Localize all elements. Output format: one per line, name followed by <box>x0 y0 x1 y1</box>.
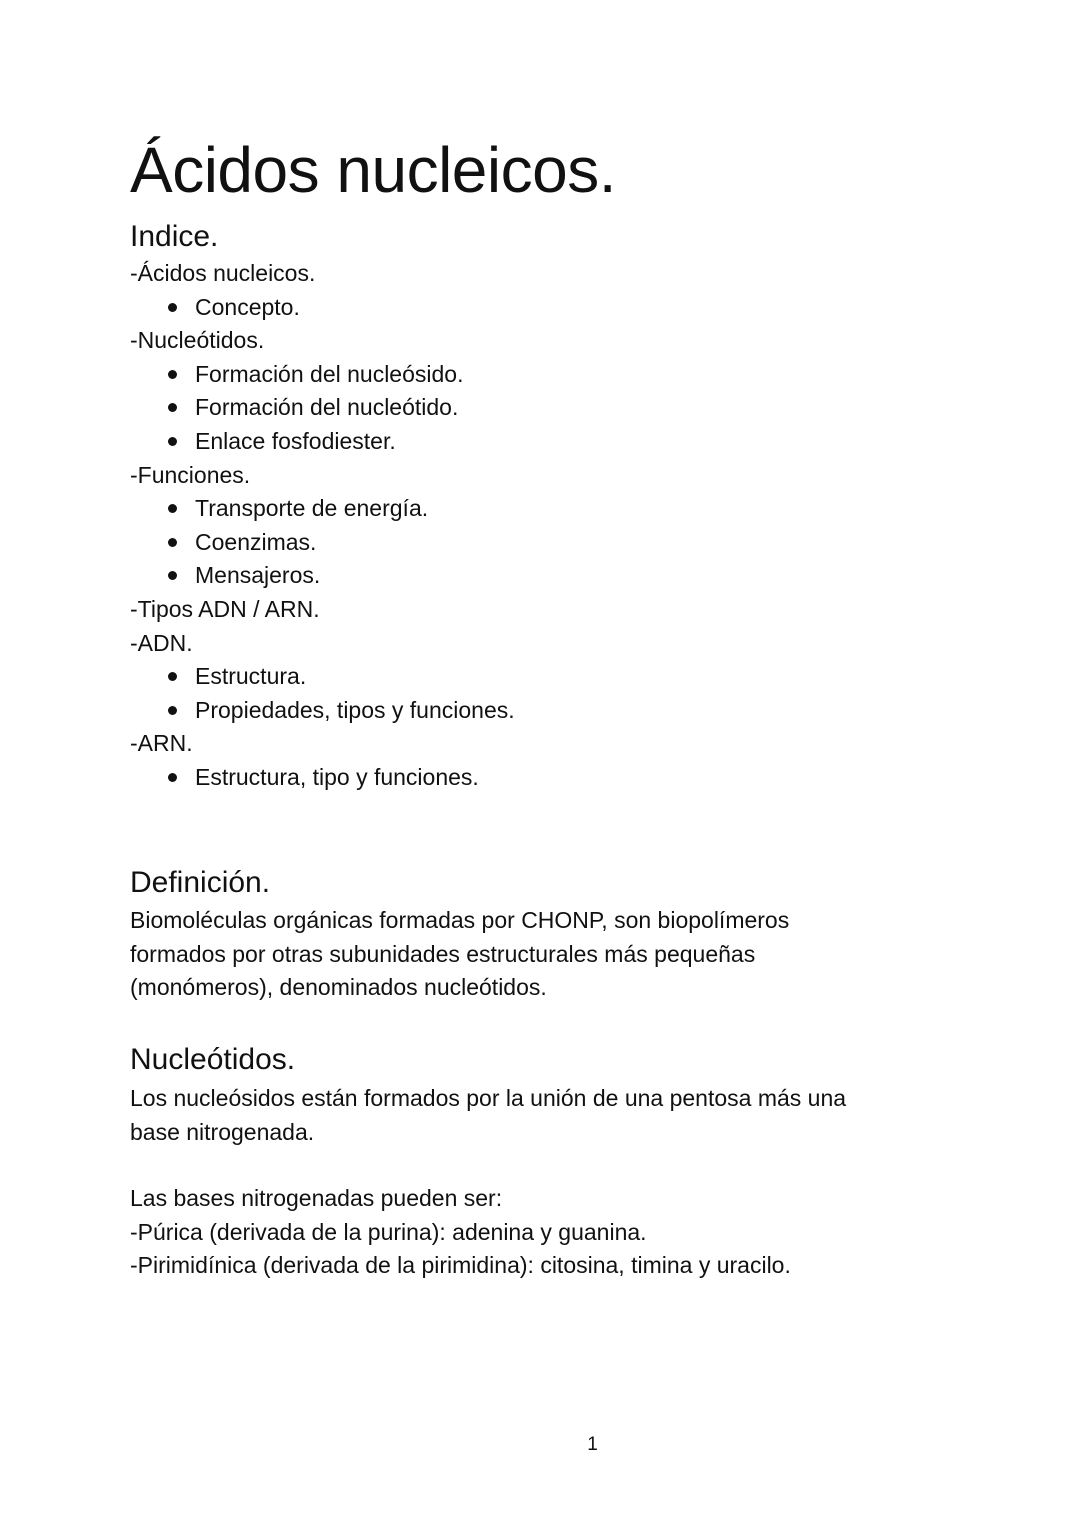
pirimidinica-line: -Pirimidínica (derivada de la pirimidina): citosina, timina y uracilo. <box>130 1252 791 1278</box>
bullet-icon <box>168 303 177 312</box>
nucleotides-paragraph-line: Los nucleósidos están formados por la unión de una pentosa más una <box>130 1085 847 1111</box>
index-heading: Indice. <box>130 220 219 253</box>
purica-line: -Púrica (derivada de la purina): adenina y guanina. <box>130 1219 647 1245</box>
toc-section-tipos: -Tipos ADN / ARN. <box>130 595 320 622</box>
table-of-contents <box>130 257 515 795</box>
nucleotides-heading: Nucleótidos. <box>130 1043 296 1076</box>
bullet-icon <box>168 773 177 782</box>
toc-section-acidos-nucleicos: -Ácidos nucleicos. <box>130 260 316 286</box>
toc-section-nucleotidos: -Nucleótidos. <box>130 327 265 354</box>
bullet-icon <box>168 403 177 412</box>
toc-bullet-transporte-energia: Transporte de energía. <box>130 492 515 526</box>
bullet-icon <box>168 370 177 379</box>
bullet-icon <box>168 571 177 580</box>
toc-section-adn: -ADN. <box>130 629 193 656</box>
definition-heading: Definición. <box>130 866 271 899</box>
bullet-icon <box>168 437 177 446</box>
toc-bullet-concepto: Concepto. <box>130 291 515 325</box>
nucleotides-paragraph-line: base nitrogenada. <box>130 1119 315 1145</box>
toc-bullet-mensajeros: Mensajeros. <box>130 559 515 593</box>
bullet-icon <box>168 504 177 513</box>
toc-bullet-propiedades: Propiedades, tipos y funciones. <box>130 694 515 728</box>
toc-section-funciones: -Funciones. <box>130 461 251 488</box>
toc-bullet-coenzimas: Coenzimas. <box>130 526 515 560</box>
toc-bullet-enlace-fosfodiester: Enlace fosfodiester. <box>130 425 515 459</box>
definition-line: (monómeros), denominados nucleótidos. <box>130 974 547 1000</box>
bullet-icon <box>168 538 177 547</box>
toc-section-arn: -ARN. <box>130 730 193 757</box>
toc-bullet-formacion-nucleotido: Formación del nucleótido. <box>130 391 515 425</box>
document-title: Ácidos nucleicos. <box>130 134 616 206</box>
toc-bullet-formacion-nucleosido: Formación del nucleósido. <box>130 358 515 392</box>
page-number: 1 <box>587 1434 598 1455</box>
bullet-icon <box>168 672 177 681</box>
definition-line: formados por otras subunidades estructurales más pequeñas <box>130 941 756 967</box>
toc-bullet-estructura: Estructura. <box>130 660 515 694</box>
toc-bullet-estructura-arn: Estructura, tipo y funciones. <box>130 761 515 795</box>
bases-intro-line: Las bases nitrogenadas pueden ser: <box>130 1185 503 1211</box>
definition-line: Biomoléculas orgánicas formadas por CHONP, son biopolímeros <box>130 907 790 933</box>
bullet-icon <box>168 706 177 715</box>
